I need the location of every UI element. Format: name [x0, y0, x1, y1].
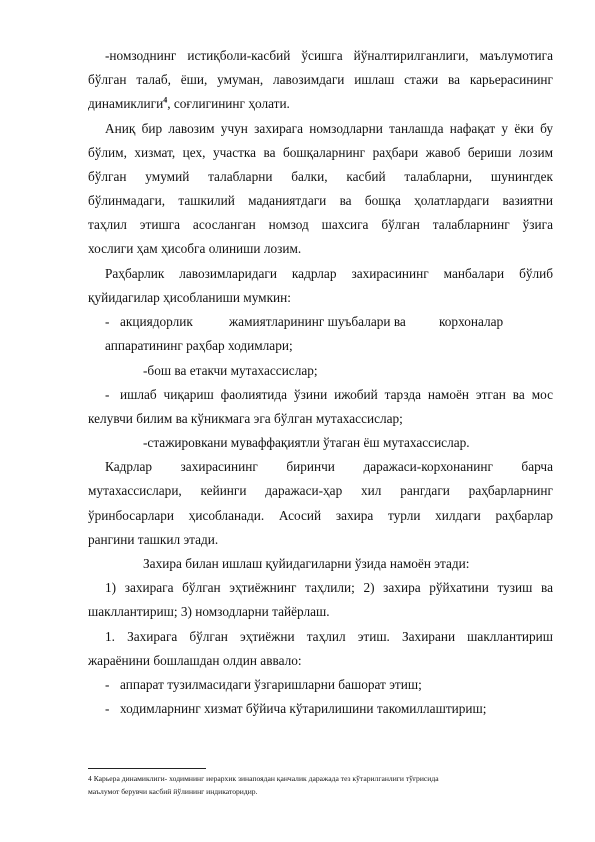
list-item-text: аппаратининг раҳбар ходимлари; — [105, 338, 293, 353]
list-item-text: -бош ва етакчи мутахассислар; — [143, 363, 318, 378]
list-item-text: аппарат тузилмасидаги ўзгаришларни башорат этиш; — [120, 677, 422, 692]
paragraph-line: ўринбосарлари ҳисобланади. Асосий захира турли хилдаги раҳбарлар — [88, 508, 553, 523]
list-item-text: акциядорлик — [120, 314, 193, 329]
footnote-line: маълумот берувчи касбий йўлининг индикаторидир. — [88, 787, 258, 796]
footnote-reference: 4 — [163, 95, 168, 105]
paragraph-line: бўлим, хизмат, цех, участка ва бошқаларнинг раҳбари жавоб бериши лозим — [88, 145, 553, 160]
list-dash: - — [105, 701, 110, 716]
paragraph-line: Аниқ бир лавозим учун захирага номзодларни танлашда нафақат у ёки бу — [105, 121, 553, 136]
list-dash: - — [105, 677, 110, 692]
paragraph-line: рангини ташкил этади. — [88, 532, 219, 547]
list-item-text: ходимларнинг хизмат бўйича кўтарилишини такомиллаштириш; — [120, 701, 487, 716]
list-dash: - — [105, 387, 110, 402]
footnote-line: 4 Карьера динамиклиги- ходимнинг иерархик зинапоядан қанчалик даражада тез кўтарилганлиги тўғрисида — [88, 774, 439, 783]
paragraph-line: жараёнини бошлашдан олдин аввало: — [88, 653, 302, 668]
paragraph-line: бўлган талаб, ёши, умуман, лавозимдаги ишлаш стажи ва карьерасининг — [88, 72, 553, 87]
paragraph-line: -номзоднинг истиқболи-касбий ўсишга йўналтирилганлиги, маълумотига — [105, 48, 553, 63]
list-item-text: ишлаб чиқариш фаолиятида ўзини ижобий тарзда намоён этган ва мос — [120, 387, 553, 402]
paragraph-line: 1. Захирага бўлган эҳтиёжни таҳлил этиш. Захирани шакллантириш — [105, 629, 553, 644]
paragraph-line: Захира билан ишлаш қуйидагиларни ўзида намоён этади: — [143, 556, 470, 571]
paragraph-line: шакллантириш; 3) номзодларни тайёрлаш. — [88, 604, 330, 619]
paragraph-line: мутахассислари, кейинги даражаси-ҳар хил рангдаги раҳбарларнинг — [88, 483, 553, 498]
paragraph-line: Раҳбарлик лавозимларидаги кадрлар захирасининг манбалари бўлиб — [105, 266, 553, 281]
list-item-text: жамиятларининг шуъбалари ва — [229, 314, 406, 329]
list-item-text: -стажировкани муваффақиятли ўтаган ёш мутахассислар. — [143, 435, 470, 450]
list-dash: - — [105, 314, 110, 329]
paragraph-line: хослиги ҳам ҳисобга олиниши лозим. — [88, 241, 302, 256]
paragraph-line: таҳлил этишга асосланган номзод шахсига бўлган талабларнинг ўзига — [88, 217, 553, 232]
paragraph-line: Кадрлар захирасининг биринчи даражаси-корхонанинг барча — [105, 459, 553, 474]
paragraph-line: бўлинмадаги, ташкилий маданиятдаги ва бошқа ҳолатлардаги вазиятни — [88, 193, 553, 208]
list-item-text: келувчи билим ва кўникмага эга бўлган мутахассислар; — [88, 411, 403, 426]
paragraph-line: бўлган умумий талабларни балки, касбий талабларни, шунингдек — [88, 169, 553, 184]
paragraph-line: қуйидагилар ҳисобланиши мумкин: — [88, 290, 291, 305]
footnote-separator — [88, 768, 206, 769]
paragraph-line: 1) захирага бўлган эҳтиёжнинг таҳлили; 2) захира рўйхатини тузиш ва — [105, 580, 553, 595]
paragraph-line: динамиклиги$^4$, соғлигининг ҳолати. — [88, 95, 290, 111]
list-item-text: корхоналар — [439, 314, 504, 329]
